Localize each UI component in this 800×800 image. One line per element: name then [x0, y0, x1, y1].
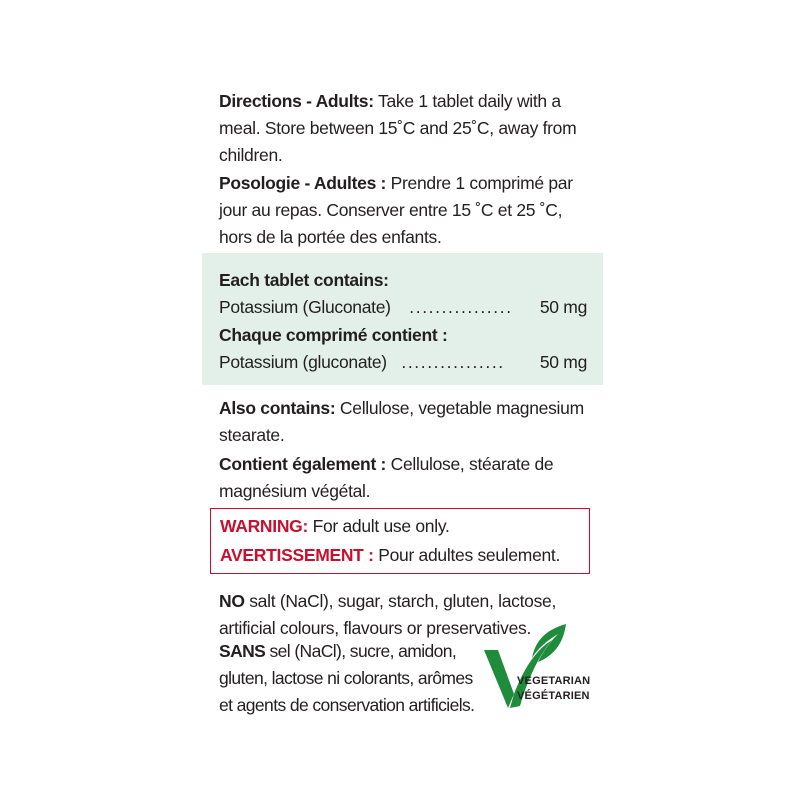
free-of-en-text: salt (NaCl), sugar, starch, gluten, lactose, artificial colours, flavours or preservatives.: [219, 591, 557, 638]
warning-en-label: WARNING:: [220, 516, 309, 536]
also-contains-text: Cellulose, vegetable magnesium stearate.: [219, 398, 584, 445]
contents-fr-amount: 50 mg: [539, 352, 587, 372]
also-contains-label: Also contains:: [219, 398, 336, 418]
directions-fr-text: Prendre 1 comprimé par jour au repas. Conserver entre 15 ˚C et 25 ˚C, hors de la portée des enfants.: [219, 173, 573, 247]
non-medicinal-fr: [219, 451, 599, 505]
vegetarian-label-en: VEGETARIAN: [517, 675, 591, 687]
warning-fr-label: AVERTISSEMENT :: [220, 545, 374, 565]
warning-en-text: For adult use only.: [308, 516, 450, 536]
warning-fr: [220, 543, 560, 567]
vegetarian-v-leaf-icon: [480, 622, 590, 712]
warning-en: [220, 514, 450, 538]
warning-fr-text: Pour adultes seulement.: [373, 545, 561, 565]
leader-dots: ................: [409, 297, 513, 317]
contient-label: Contient également :: [219, 454, 387, 474]
free-of-fr-label: SANS: [219, 641, 266, 661]
leader-dots: ................: [401, 352, 505, 372]
free-of-en-label: NO: [219, 591, 245, 611]
directions-en-label: Directions - Adults:: [219, 91, 374, 111]
contents-fr-ingredient: Potassium (gluconate): [219, 352, 387, 372]
contents-fr-row: [219, 349, 587, 376]
vegetarian-label-fr: VÉGÉTARIEN: [517, 690, 590, 702]
contents-en-amount: 50 mg: [539, 297, 587, 317]
free-of-fr: [219, 638, 489, 719]
warning-box: [210, 508, 590, 574]
directions-en-text: Take 1 tablet daily with a meal. Store between 15˚C and 25˚C, away from children.: [219, 91, 577, 165]
contents-fr-heading: Chaque comprimé contient :: [219, 325, 448, 345]
contents-en-heading: Each tablet contains:: [219, 270, 389, 290]
contents-en-row: [219, 294, 587, 321]
directions-fr-label: Posologie - Adultes :: [219, 173, 387, 193]
directions-en: [219, 88, 599, 169]
contient-text: Cellulose, stéarate de magnésium végétal.: [219, 454, 554, 501]
medicinal-ingredients-box: [202, 253, 603, 385]
non-medicinal-en: [219, 395, 599, 449]
contents-en-ingredient: Potassium (Gluconate): [219, 297, 391, 317]
free-of-fr-text: sel (NaCl), sucre, amidon, gluten, lactose ni colorants, arômes et agents de conservation artificiels.: [219, 641, 475, 715]
directions-fr: [219, 170, 599, 251]
